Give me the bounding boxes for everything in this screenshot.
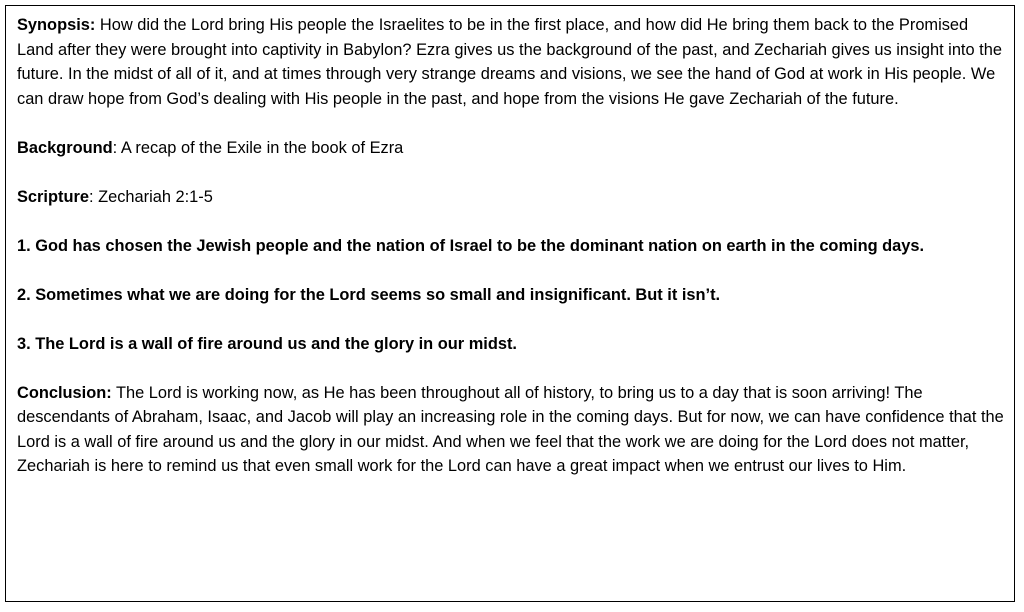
scripture-label: Scripture xyxy=(17,187,89,206)
conclusion-label: Conclusion: xyxy=(17,383,112,402)
conclusion-text: The Lord is working now, as He has been throughout all of history, to bring us to a day that is soon arriving! The descendants of Abraham, Isaac, and Jacob will play an increasing role in the coming days. But for now, we can have confidence that the Lord is a wall of fire around us and the glory in our midst. And when we feel that the work we are doing for the Lord does not matter, Zechariah is here to remind us that even small work for the Lord can have a great impact when we entrust our lives to Him. xyxy=(17,383,1004,475)
point-1: 1. God has chosen the Jewish people and the nation of Israel to be the dominant nation on earth in the coming days. xyxy=(17,236,925,255)
conclusion-paragraph xyxy=(17,381,1004,479)
scripture-text: : Zechariah 2:1-5 xyxy=(88,187,213,206)
sermon-outline-box xyxy=(5,5,1015,602)
point-3: 3. The Lord is a wall of fire around us and the glory in our midst. xyxy=(17,334,517,353)
synopsis-text: How did the Lord bring His people the Israelites to be in the first place, and how did He bring them back to the Promised Land after they were brought into captivity in Babylon? Ezra gives us the background of the past, and Zechariah gives us insight into the future. In the midst of all of it, and at times through very strange dreams and visions, we see the hand of God at work in His people. We can draw hope from God’s dealing with His people in the past, and hope from the visions He gave Zechariah of the future. xyxy=(17,16,1002,108)
synopsis-paragraph xyxy=(17,13,1004,111)
synopsis-label: Synopsis: xyxy=(17,16,96,34)
scripture-paragraph xyxy=(17,185,1004,210)
background-paragraph xyxy=(17,136,1004,161)
point-2: 2. Sometimes what we are doing for the Lord seems so small and insignificant. But it isn’t. xyxy=(17,285,721,304)
background-text: : A recap of the Exile in the book of Ezra xyxy=(112,138,404,157)
background-label: Background xyxy=(17,138,113,157)
